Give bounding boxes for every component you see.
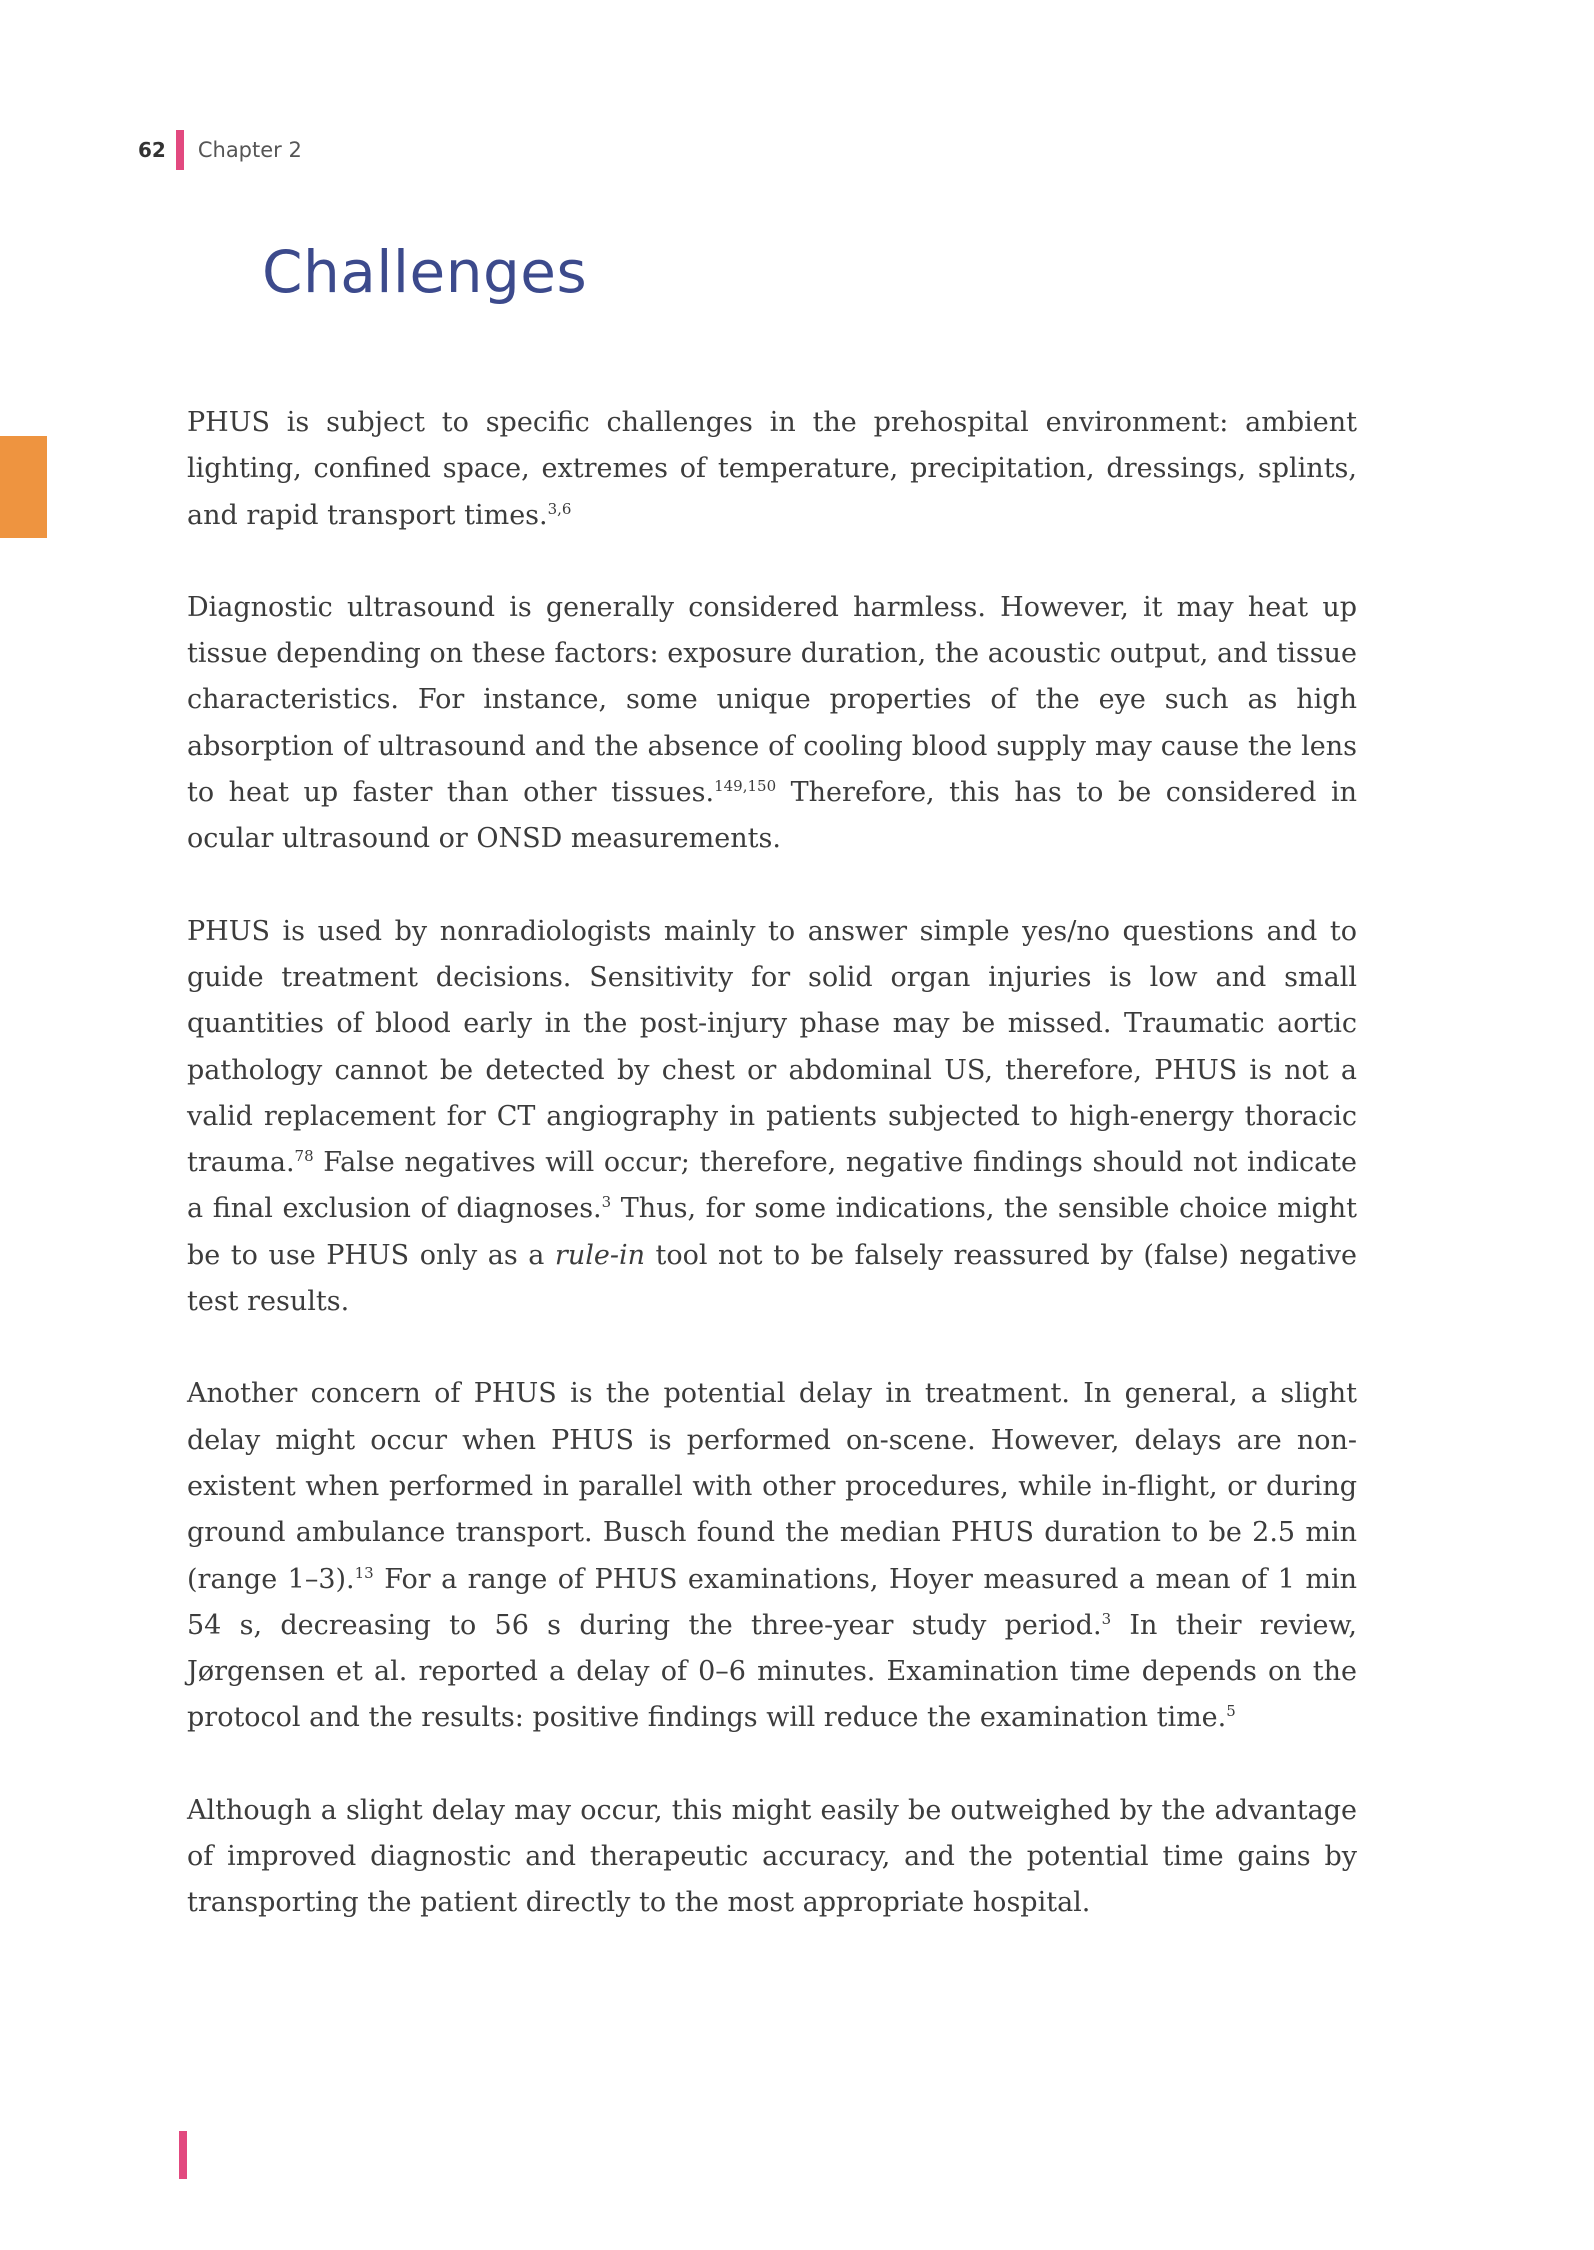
citation-superscript: 3 — [601, 1193, 612, 1212]
text-run: Thus, for some indications, the sensible choice might be to use PHUS only as a — [187, 1193, 1357, 1271]
citation-superscript: 3 — [1101, 1609, 1112, 1628]
page-number: 62 — [138, 138, 166, 162]
citation-superscript: 3,6 — [547, 499, 572, 518]
paragraph-3 — [187, 909, 1357, 1326]
chapter-label: Chapter 2 — [197, 138, 302, 162]
chapter-side-tab — [0, 436, 47, 538]
running-header — [138, 130, 302, 170]
text-run: Although a slight delay may occur, this might easily be outweighed by the advantage of improved diagnostic and therapeutic accuracy, and the potential time gains by transporting the patient directly to the most appropriate hospital. — [187, 1794, 1357, 1919]
header-accent-bar — [176, 130, 184, 170]
citation-superscript: 13 — [354, 1563, 374, 1582]
text-run: PHUS is used by nonradiologists mainly to answer simple yes/no questions and to guide treatment decisions. Sensitivity for solid organ injuries is low and small quantities of blood early in the post-injury phase may be missed. Traumatic aortic pathology cannot be detected by chest or abdominal US, therefore, PHUS is not a valid replacement for CT angiography in patients subjected to high-energy thoracic trauma. — [187, 915, 1357, 1179]
text-run: Diagnostic ultrasound is generally considered harmless. However, it may heat up tissue depending on these factors: exposure duration, the acoustic output, and tissue characteristics. For instance, some unique properties of the eye such as high absorption of ultrasound and the absence of cooling blood supply may cause the lens to heat up faster than other tissues. — [187, 591, 1357, 809]
paragraph-4 — [187, 1371, 1357, 1741]
footer-accent-bar — [179, 2131, 187, 2179]
text-run: False negatives will occur; therefore, negative findings should not indicate a final exclusion of diagnoses. — [187, 1147, 1357, 1225]
text-run: For a range of PHUS examinations, Hoyer measured a mean of 1 min 54 s, decreasing to 56 s during the three-year study period. — [187, 1563, 1357, 1641]
emphasis-term: rule-in — [554, 1239, 645, 1271]
body-text — [187, 400, 1357, 1973]
text-run: Another concern of PHUS is the potential delay in treatment. In general, a slight delay might occur when PHUS is performed on-scene. However, delays are non-existent when performed in parallel with other procedures, while in-flight, or during ground ambulance transport. Busch found the median PHUS duration to be 2.5 min (range 1–3). — [187, 1378, 1357, 1595]
section-title: Challenges — [262, 238, 588, 306]
text-run: Therefore, this has to be considered in ocular ultrasound or ONSD measurements. — [187, 777, 1357, 855]
citation-superscript: 5 — [1226, 1702, 1236, 1721]
citation-superscript: 78 — [294, 1147, 314, 1166]
text-run: tool not to be falsely reassured by (false) negative test results. — [187, 1239, 1357, 1318]
paragraph-2 — [187, 585, 1357, 863]
paragraph-1 — [187, 400, 1357, 539]
text-run: PHUS is subject to specific challenges in the prehospital environment: ambient lighting, confined space, extremes of temperature, precipitation, dressings, splints, and rapid transport times. — [187, 407, 1357, 531]
paragraph-5 — [187, 1788, 1357, 1927]
citation-superscript: 149,150 — [714, 777, 777, 796]
text-run: In their review, Jørgensen et al. reported a delay of 0–6 minutes. Examination time depends on the protocol and the results: positive findings will reduce the examination time. — [187, 1609, 1358, 1734]
